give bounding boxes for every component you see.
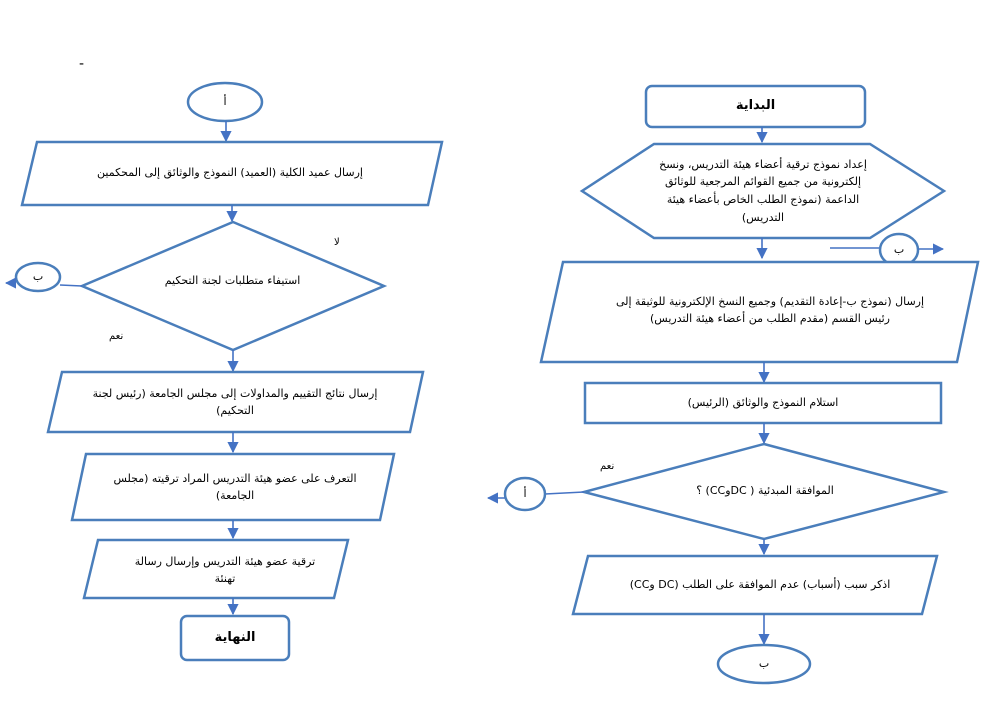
left-end-text: النهاية: [214, 629, 256, 645]
right-connector-a-label: أ: [523, 487, 527, 501]
right-receive-text: استلام النموذج والوثائق (الرئيس): [687, 396, 839, 410]
left-step2-text: إرسال نتائج التقييم والمداولات إلى مجلس الجامعة (رئيس لجنة التحكيم): [92, 386, 378, 417]
stray-mark: -: [79, 56, 85, 72]
right-connector-b-mid-label: ب: [893, 243, 905, 257]
right-prep-text: إعداد نموذج ترقية أعضاء هيئة التدريس، ونسخ إلكترونية من جميع القوائم المرجعية للوثائق الداعمة (نموذج الطلب الخاص بأعضاء هيئة التدريس): [659, 157, 867, 224]
right-reason-text: اذكر سبب (أسباب) عدم الموافقة على الطلب (DC وCC): [629, 578, 891, 592]
left-connector-b-label: ب: [32, 270, 44, 284]
left-connector-a-label: أ: [223, 95, 227, 109]
left-no-label: لا: [334, 237, 340, 248]
right-connector-b-bottom-label: ب: [758, 657, 770, 671]
right-decision-text: الموافقة المبدئية ( DCوCC) ؟: [696, 484, 834, 498]
left-step4-text: ترقية عضو هيئة التدريس وإرسال رسالة تهنئة: [134, 554, 316, 585]
right-start-text: البداية: [735, 98, 776, 114]
right-send-text: إرسال (نموذج ب-إعادة التقديم) وجميع النسخ الإلكترونية للوثيقة إلى رئيس القسم (مقدم الطلب من أعضاء هيئة التدريس): [615, 294, 925, 325]
arrow-decision-to-a: [545, 492, 584, 494]
left-step1-text: إرسال عميد الكلية (العميد) النموذج والوثائق إلى المحكمين: [97, 166, 363, 180]
arrow-decision-to-b: [60, 285, 82, 286]
left-step3-text: التعرف على عضو هيئة التدريس المراد ترقيته (مجلس الجامعة): [113, 471, 357, 502]
right-yes-label: نعم: [600, 461, 615, 472]
left-decision-text: استيفاء متطلبات لجنة التحكيم: [164, 274, 301, 288]
left-yes-label: نعم: [109, 331, 124, 342]
